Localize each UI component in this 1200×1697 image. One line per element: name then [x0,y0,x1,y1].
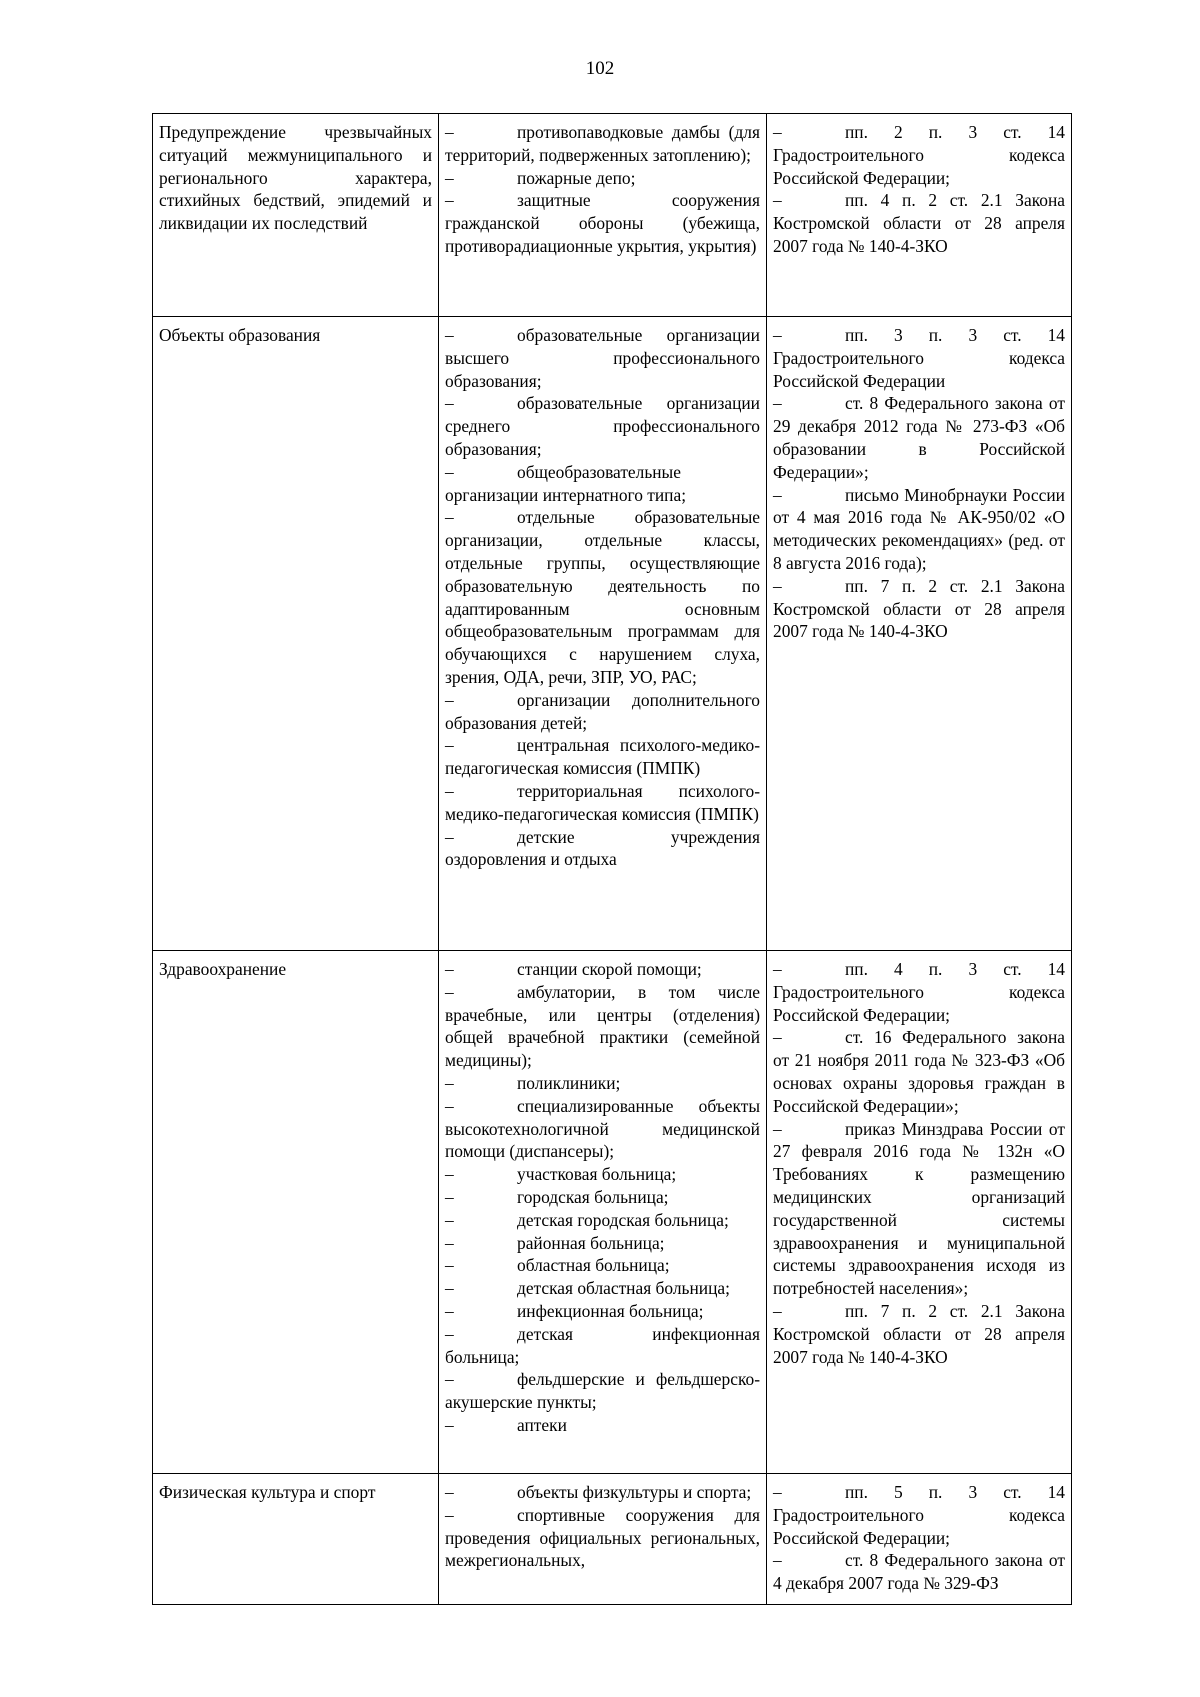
item-text: областная больница; [517,1255,670,1276]
legal-basis-item [773,1481,1065,1549]
table-row [153,114,1072,317]
item-text: объекты физкультуры и спорта; [517,1482,752,1502]
item-text: участковая больница; [517,1164,677,1185]
item-text: поликлиники; [517,1072,621,1093]
object-item [445,981,760,1072]
legal-basis-item [773,1118,1065,1300]
legal-basis-item [773,575,1065,643]
object-item [445,121,760,167]
object-item [445,1232,760,1255]
legal-basis-item [773,392,1065,483]
dash-marker: – [445,1323,454,1344]
dash-marker: – [445,393,454,414]
dash-marker: – [445,1369,454,1390]
item-text: районная больница; [517,1232,665,1253]
objects-cell [439,1474,767,1605]
dash-marker: – [445,826,454,847]
object-item [445,506,760,688]
legal-basis-cell [767,317,1072,951]
object-item [445,734,760,780]
dash-marker: – [773,1118,782,1139]
item-text: фельдшерские и фельдшерско-акушерские пункты; [445,1369,760,1413]
item-text: пп. 5 п. 3 ст. 14 Градостроительного кодекса Российской Федерации; [773,1482,1065,1548]
item-text: отдельные образовательные организации, отдельные классы, отдельные группы, осуществляющие образовательную деятельность по адаптированным основным общеобразовательным программам для обучающихся с нарушением слуха, зрения, ОДА, речи, ЗПР, УО, РАС; [445,507,760,687]
object-item [445,1095,760,1163]
object-item [445,826,760,872]
item-text: спортивные сооружения для проведения официальных региональных, межрегиональных, [445,1504,760,1571]
object-item [445,1368,760,1414]
legal-basis-item [773,484,1065,575]
dash-marker: – [445,1300,454,1321]
dash-marker: – [445,735,454,756]
item-text: образовательные организации среднего профессионального образования; [445,393,760,459]
dash-marker: – [773,1300,782,1321]
object-item [445,958,760,981]
legal-basis-item [773,958,1065,1026]
dash-marker: – [445,959,454,979]
legal-basis-cell [767,1474,1072,1605]
object-item [445,1323,760,1369]
dash-marker: – [773,393,782,414]
dash-marker: – [445,1186,454,1207]
facilities-table [152,113,1072,1605]
item-text: центральная психолого-медико-педагогическая комиссия (ПМПК) [445,735,760,779]
table-row [153,951,1072,1474]
object-item [445,1072,760,1095]
dash-marker: – [445,167,454,188]
object-item [445,1254,760,1277]
dash-marker: – [445,325,454,345]
dash-marker: – [445,1278,454,1299]
dash-marker: – [773,484,782,505]
object-item [445,780,760,826]
objects-cell [439,114,767,317]
dash-marker: – [773,1482,782,1502]
item-text: организации дополнительного образования детей; [445,689,760,733]
item-text: пп. 7 п. 2 ст. 2.1 Закона Костромской области от 28 апреля 2007 года № 140-4-ЗКО [773,575,1065,642]
item-text: инфекционная больница; [517,1300,704,1321]
object-item [445,1277,760,1300]
legal-basis-cell [767,951,1072,1474]
item-text: специализированные объекты высокотехнологичной медицинской помощи (диспансеры); [445,1095,760,1162]
object-item [445,1300,760,1323]
objects-cell [439,951,767,1474]
dash-marker: – [445,1414,454,1435]
item-text: пп. 4 п. 2 ст. 2.1 Закона Костромской области от 28 апреля 2007 года № 140-4-ЗКО [773,190,1065,256]
item-text: аптеки [517,1414,567,1435]
dash-marker: – [445,122,454,142]
page-number: 102 [585,58,615,79]
object-item [445,324,760,392]
category-cell: Предупреждение чрезвычайных ситуаций межмуниципального и регионального характера, стихийных бедствий, эпидемий и ликвидации их последствий [153,114,439,317]
object-item [445,689,760,735]
dash-marker: – [445,1255,454,1276]
category-cell: Здравоохранение [153,951,439,1474]
object-item [445,1504,760,1572]
item-text: пожарные депо; [517,167,636,188]
item-text: ст. 8 Федерального закона от 29 декабря 2012 года № 273-ФЗ «Об образовании в Российской Федерации»; [773,393,1065,482]
dash-marker: – [445,1482,454,1502]
dash-marker: – [445,1504,454,1525]
dash-marker: – [773,1550,782,1571]
item-text: ст. 16 Федерального закона от 21 ноября 2011 года № 323-ФЗ «Об основах охраны здоровья граждан в Российской Федерации»; [773,1027,1065,1116]
object-item [445,1414,760,1437]
category-cell: Физическая культура и спорт [153,1474,439,1605]
item-text: станции скорой помощи; [517,959,702,979]
item-text: приказ Минздрава России от 27 февраля 2016 года № 132н «О Требованиях к размещению медицинских организаций государственной системы здравоохранения и муниципальной системы здравоохранения исходя из потребностей населения»; [773,1118,1065,1299]
legal-basis-item [773,1549,1065,1595]
dash-marker: – [773,325,782,345]
item-text: детские учреждения оздоровления и отдыха [445,826,760,870]
item-text: письмо Минобрнауки России от 4 мая 2016 года № АК-950/02 «О методических рекомендациях» (ред. от 8 августа 2016 года); [773,484,1065,573]
item-text: ст. 8 Федерального закона от 4 декабря 2007 года № 329-ФЗ [773,1550,1065,1594]
dash-marker: – [445,190,454,211]
dash-marker: – [445,1209,454,1230]
table-row [153,317,1072,951]
object-item [445,1209,760,1232]
dash-marker: – [773,122,782,142]
item-text: детская инфекционная больница; [445,1323,760,1367]
dash-marker: – [445,780,454,801]
table-row [153,1474,1072,1605]
item-text: амбулатории, в том числе врачебные, или центры (отделения) общей врачебной практики (семейной медицины); [445,981,760,1071]
dash-marker: – [445,1232,454,1253]
legal-basis-item [773,324,1065,392]
item-text: противопаводковые дамбы (для территорий, подверженных затоплению); [445,122,760,165]
object-item [445,189,760,257]
legal-basis-item [773,121,1065,189]
category-cell: Объекты образования [153,317,439,951]
object-item [445,1186,760,1209]
item-text: территориальная психолого-медико-педагогическая комиссия (ПМПК) [445,780,760,824]
dash-marker: – [773,959,782,979]
dash-marker: – [445,507,454,528]
dash-marker: – [773,575,782,596]
dash-marker: – [445,1095,454,1116]
legal-basis-item [773,189,1065,257]
dash-marker: – [445,1072,454,1093]
dash-marker: – [445,1164,454,1185]
dash-marker: – [773,1027,782,1048]
object-item [445,1163,760,1186]
legal-basis-cell [767,114,1072,317]
item-text: пп. 2 п. 3 ст. 14 Градостроительного кодекса Российской Федерации; [773,122,1065,188]
item-text: образовательные организации высшего профессионального образования; [445,325,760,391]
item-text: пп. 4 п. 3 ст. 14 Градостроительного кодекса Российской Федерации; [773,959,1065,1025]
item-text: защитные сооружения гражданской обороны (убежища, противорадиационные укрытия, укрытия) [445,190,760,256]
legal-basis-item [773,1300,1065,1368]
item-text: пп. 7 п. 2 ст. 2.1 Закона Костромской области от 28 апреля 2007 года № 140-4-ЗКО [773,1300,1065,1367]
object-item [445,461,760,507]
dash-marker: – [445,689,454,710]
item-text: общеобразовательные организации интернатного типа; [445,461,687,505]
item-text: городская больница; [517,1186,669,1207]
object-item [445,167,760,190]
item-text: детская городская больница; [517,1209,729,1230]
item-text: пп. 3 п. 3 ст. 14 Градостроительного кодекса Российской Федерации [773,325,1065,391]
dash-marker: – [773,190,782,211]
object-item [445,1481,760,1504]
objects-cell [439,317,767,951]
dash-marker: – [445,981,454,1002]
legal-basis-item [773,1026,1065,1117]
item-text: детская областная больница; [517,1278,730,1299]
object-item [445,392,760,460]
dash-marker: – [445,461,454,482]
